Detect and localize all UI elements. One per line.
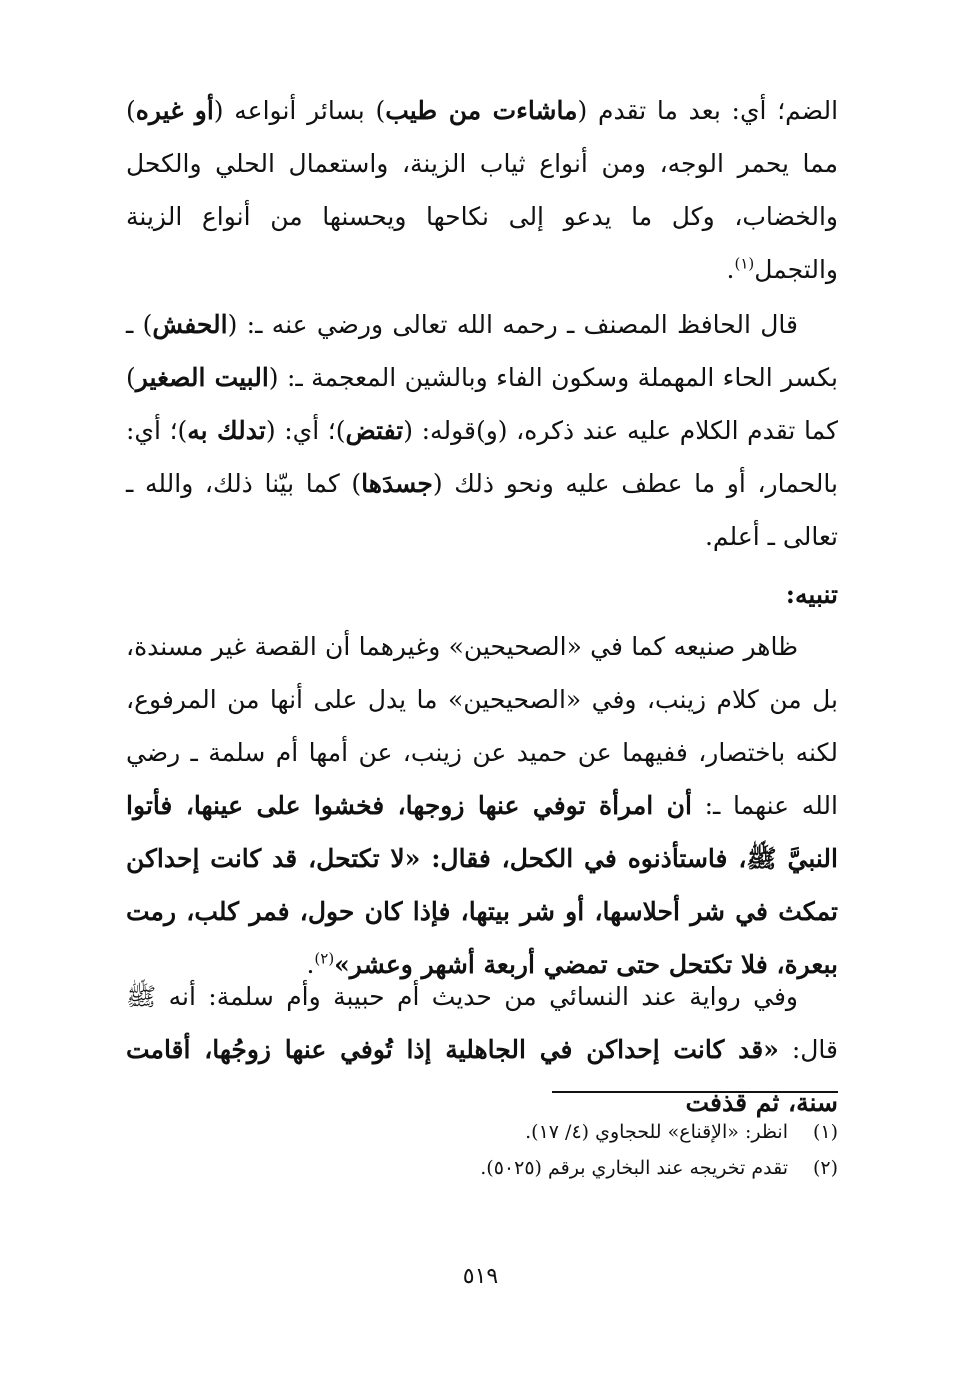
footnote-2 (126, 1150, 838, 1186)
note-heading (126, 568, 838, 621)
paragraph-2-text: قال الحافظ المصنف ـ رحمه الله تعالى ورضي عنه ـ: (الحفش) ـ بكسر الحاء المهملة وسكون الفاء وبالشين المعجمة ـ: (البيت الصغير) كما تقدم الكلام عليه عند ذكره، (و)قوله: (تفتض)؛ أي: (تدلك به)؛ أي: بالحمار، أو ما عطف عليه ونحو ذلك (جسدَها) كما بيّنا ذلك، والله ـ تعالى ـ أعلم. (126, 310, 839, 551)
bold-phrase: البيت الصغير (135, 363, 269, 392)
bold-phrase: جسدَها (361, 469, 433, 498)
paragraph-3-text: ظاهر صنيعه كما في «الصحيحين» وغيرهما أن القصة غير مسندة، بل من كلام زينب، وفي «الصحيحين» ما يدل على أنها من المرفوع، لكنه باختصار، ففيهما عن حميد عن زينب، عن أمها أم سلمة ـ رضي الله عنهما ـ: أن امرأة توفي عنها زوجها، فخشوا على عينها، فأتوا النبيَّ ﷺ، فاستأذنوه في الكحل، فقال: «لا تكتحل، قد كانت إحداكن تمكث في شر أحلاسها، أو شر بيتها، فإذا كان حول، فمر كلب، رمت ببعرة، فلا تكتحل حتى تمضي أربعة أشهر وعشر»$^{(٢)}$. (126, 632, 838, 979)
bold-phrase: أو غيره (135, 96, 214, 125)
footnote-number: (١) (812, 1121, 838, 1143)
page-number: ٥١٩ (462, 1264, 499, 1289)
paragraph-4 (126, 970, 838, 1129)
footnote-ref-2: (٢) (314, 949, 335, 968)
paragraph-3 (126, 620, 838, 991)
footnote-number: (٢) (812, 1157, 838, 1179)
paragraph-1 (126, 84, 838, 296)
paragraph-2 (126, 298, 838, 563)
footnote-text: تقدم تخريجه عند البخاري برقم (٥٠٢٥). (480, 1157, 788, 1179)
footnote-text: انظر: «الإقناع» للحجاوي (٤/ ١٧). (525, 1121, 788, 1143)
hadith-quote: «قد كانت إحداكن في الجاهلية إذا تُوفي عنها زوجُها، أقامت سنة، ثم قذفت (126, 1035, 838, 1117)
footnote-separator (552, 1091, 838, 1093)
bold-phrase: تفتض (345, 416, 404, 445)
paragraph-1-text: الضم؛ أي: بعد ما تقدم (ماشاءت من طيب) بسائر أنواعه (أو غيره) مما يحمر الوجه، ومن أنواع ثياب الزينة، واستعمال الحلي والكحل والخضاب، وكل ما يدعو إلى نكاحها ويحسنها من أنواع الزينة والتجمل$^{(١)}$. (126, 96, 839, 284)
footnote-1 (126, 1114, 838, 1150)
footnotes (126, 1114, 838, 1186)
hadith-quote: أن امرأة توفي عنها زوجها، فخشوا على عينها، فأتوا النبيَّ ﷺ، فاستأذنوه في الكحل، فقال: «لا تكتحل، قد كانت إحداكن تمكث في شر أحلاسها، أو شر بيتها، فإذا كان حول، فمر كلب، رمت ببعرة، فلا تكتحل حتى تمضي أربعة أشهر وعشر» (126, 791, 838, 979)
note-heading-text: تنبيه: (785, 580, 838, 609)
footnote-ref-1: (١) (734, 254, 755, 273)
bold-phrase: الحفش (152, 310, 228, 339)
bold-phrase: تدلك به (187, 416, 266, 445)
bold-phrase: ماشاءت من طيب (385, 96, 578, 125)
paragraph-4-text: وفي رواية عند النسائي من حديث أم حبيبة وأم سلمة: أنه ﷺ قال: «قد كانت إحداكن في الجاهلية إذا تُوفي عنها زوجُها، أقامت سنة، ثم قذفت (126, 982, 838, 1117)
